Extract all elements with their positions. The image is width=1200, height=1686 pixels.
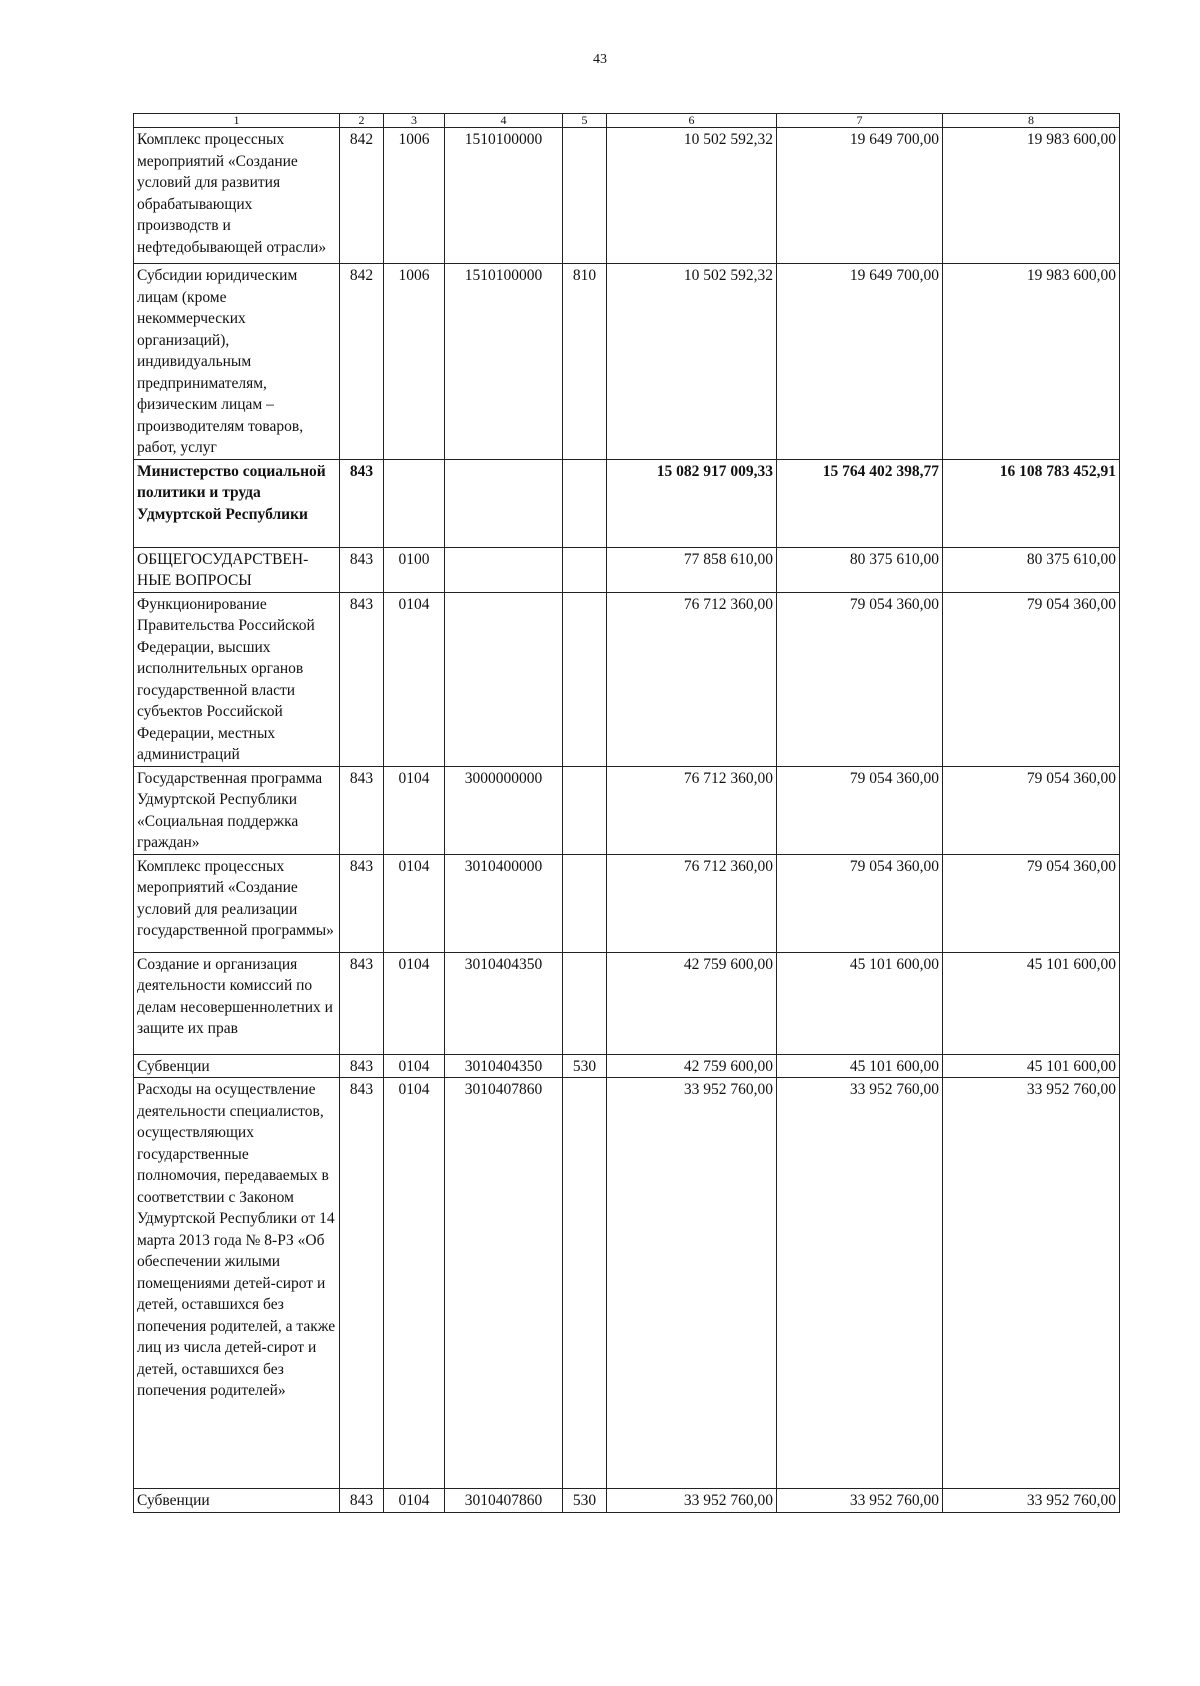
row-name: Субвенции (134, 1054, 340, 1078)
expense-type-code: 530 (563, 1489, 607, 1513)
table-row (134, 952, 1120, 1054)
amount-year-3: 33 952 760,00 (943, 1078, 1120, 1489)
section-code: 0104 (384, 766, 445, 854)
ved-code: 843 (340, 1078, 384, 1489)
ved-code: 843 (340, 592, 384, 766)
amount-year-3: 79 054 360,00 (943, 766, 1120, 854)
amount-year-2: 19 649 700,00 (777, 264, 943, 460)
column-header: 8 (943, 114, 1120, 128)
amount-year-2: 33 952 760,00 (777, 1078, 943, 1489)
column-header: 2 (340, 114, 384, 128)
amount-year-1: 15 082 917 009,33 (607, 459, 777, 547)
row-name: Министерство социальной политики и труда Удмуртской Республики (134, 459, 340, 547)
expense-type-code: 530 (563, 1054, 607, 1078)
column-header: 4 (445, 114, 563, 128)
section-code: 0104 (384, 952, 445, 1054)
expense-type-code (563, 128, 607, 264)
row-name: Комплекс процессных мероприятий «Создание условий для развития обрабатывающих производств и нефтедобывающей отрасли» (134, 128, 340, 264)
expense-type-code (563, 547, 607, 592)
table-row (134, 1489, 1120, 1513)
expense-type-code (563, 952, 607, 1054)
amount-year-2: 80 375 610,00 (777, 547, 943, 592)
amount-year-1: 76 712 360,00 (607, 766, 777, 854)
target-article-code: 3010404350 (445, 952, 563, 1054)
amount-year-1: 33 952 760,00 (607, 1078, 777, 1489)
amount-year-1: 10 502 592,32 (607, 264, 777, 460)
expense-type-code (563, 1078, 607, 1489)
row-name: Субвенции (134, 1489, 340, 1513)
amount-year-2: 33 952 760,00 (777, 1489, 943, 1513)
table-row (134, 1078, 1120, 1489)
ved-code: 843 (340, 459, 384, 547)
ved-code: 842 (340, 128, 384, 264)
expense-type-code (563, 854, 607, 952)
table-row (134, 592, 1120, 766)
amount-year-2: 79 054 360,00 (777, 766, 943, 854)
amount-year-2: 45 101 600,00 (777, 1054, 943, 1078)
amount-year-1: 77 858 610,00 (607, 547, 777, 592)
row-name: ОБЩЕГОСУДАРСТВЕН-НЫЕ ВОПРОСЫ (134, 547, 340, 592)
amount-year-2: 15 764 402 398,77 (777, 459, 943, 547)
table-row (134, 766, 1120, 854)
column-header: 3 (384, 114, 445, 128)
ved-code: 843 (340, 1054, 384, 1078)
section-code: 1006 (384, 264, 445, 460)
row-name: Государственная программа Удмуртской Республики «Социальная поддержка граждан» (134, 766, 340, 854)
section-code: 0104 (384, 854, 445, 952)
amount-year-3: 19 983 600,00 (943, 128, 1120, 264)
target-article-code (445, 592, 563, 766)
amount-year-3: 19 983 600,00 (943, 264, 1120, 460)
budget-table (133, 113, 1120, 1513)
target-article-code (445, 547, 563, 592)
amount-year-2: 79 054 360,00 (777, 592, 943, 766)
ved-code: 843 (340, 952, 384, 1054)
section-code: 1006 (384, 128, 445, 264)
amount-year-3: 16 108 783 452,91 (943, 459, 1120, 547)
table-row (134, 854, 1120, 952)
expense-type-code (563, 459, 607, 547)
table-row (134, 128, 1120, 264)
row-name: Создание и организация деятельности комиссий по делам несовершеннолетних и защите их прав (134, 952, 340, 1054)
ved-code: 842 (340, 264, 384, 460)
expense-type-code (563, 766, 607, 854)
ved-code: 843 (340, 1489, 384, 1513)
table-row (134, 264, 1120, 460)
column-header: 6 (607, 114, 777, 128)
amount-year-3: 80 375 610,00 (943, 547, 1120, 592)
column-header: 7 (777, 114, 943, 128)
amount-year-1: 42 759 600,00 (607, 1054, 777, 1078)
table-row (134, 459, 1120, 547)
amount-year-2: 45 101 600,00 (777, 952, 943, 1054)
target-article-code: 1510100000 (445, 264, 563, 460)
target-article-code (445, 459, 563, 547)
amount-year-2: 79 054 360,00 (777, 854, 943, 952)
section-code: 0104 (384, 592, 445, 766)
section-code: 0104 (384, 1078, 445, 1489)
section-code: 0104 (384, 1489, 445, 1513)
ved-code: 843 (340, 854, 384, 952)
expense-type-code: 810 (563, 264, 607, 460)
amount-year-1: 33 952 760,00 (607, 1489, 777, 1513)
amount-year-3: 33 952 760,00 (943, 1489, 1120, 1513)
section-code: 0100 (384, 547, 445, 592)
row-name: Функционирование Правительства Российской Федерации, высших исполнительных органов государственной власти субъектов Российской Федерации, местных администраций (134, 592, 340, 766)
row-name: Комплекс процессных мероприятий «Создание условий для реализации государственной программы» (134, 854, 340, 952)
row-name: Субсидии юридическим лицам (кроме некоммерческих организаций), индивидуальным предпринимателям, физическим лицам – производителям товаров, работ, услуг (134, 264, 340, 460)
table-row (134, 1054, 1120, 1078)
amount-year-3: 79 054 360,00 (943, 854, 1120, 952)
section-code: 0104 (384, 1054, 445, 1078)
target-article-code: 3010407860 (445, 1489, 563, 1513)
ved-code: 843 (340, 766, 384, 854)
target-article-code: 3010404350 (445, 1054, 563, 1078)
section-code (384, 459, 445, 547)
column-header: 1 (134, 114, 340, 128)
target-article-code: 1510100000 (445, 128, 563, 264)
table-row (134, 547, 1120, 592)
amount-year-1: 42 759 600,00 (607, 952, 777, 1054)
column-header: 5 (563, 114, 607, 128)
amount-year-2: 19 649 700,00 (777, 128, 943, 264)
target-article-code: 3010407860 (445, 1078, 563, 1489)
row-name: Расходы на осуществление деятельности специалистов, осуществляющих государственные полномочия, передаваемых в соответствии с Законом Удмуртской Республики от 14 марта 2013 года № 8-РЗ «Об обеспечении жилыми помещениями детей-сирот и детей, оставшихся без попечения родителей, а также лиц из числа детей-сирот и детей, оставшихся без попечения родителей» (134, 1078, 340, 1489)
amount-year-1: 76 712 360,00 (607, 854, 777, 952)
amount-year-1: 10 502 592,32 (607, 128, 777, 264)
amount-year-3: 45 101 600,00 (943, 1054, 1120, 1078)
ved-code: 843 (340, 547, 384, 592)
amount-year-1: 76 712 360,00 (607, 592, 777, 766)
amount-year-3: 45 101 600,00 (943, 952, 1120, 1054)
target-article-code: 3000000000 (445, 766, 563, 854)
column-number-row (134, 114, 1120, 128)
expense-type-code (563, 592, 607, 766)
target-article-code: 3010400000 (445, 854, 563, 952)
page-number: 43 (593, 52, 607, 67)
amount-year-3: 79 054 360,00 (943, 592, 1120, 766)
